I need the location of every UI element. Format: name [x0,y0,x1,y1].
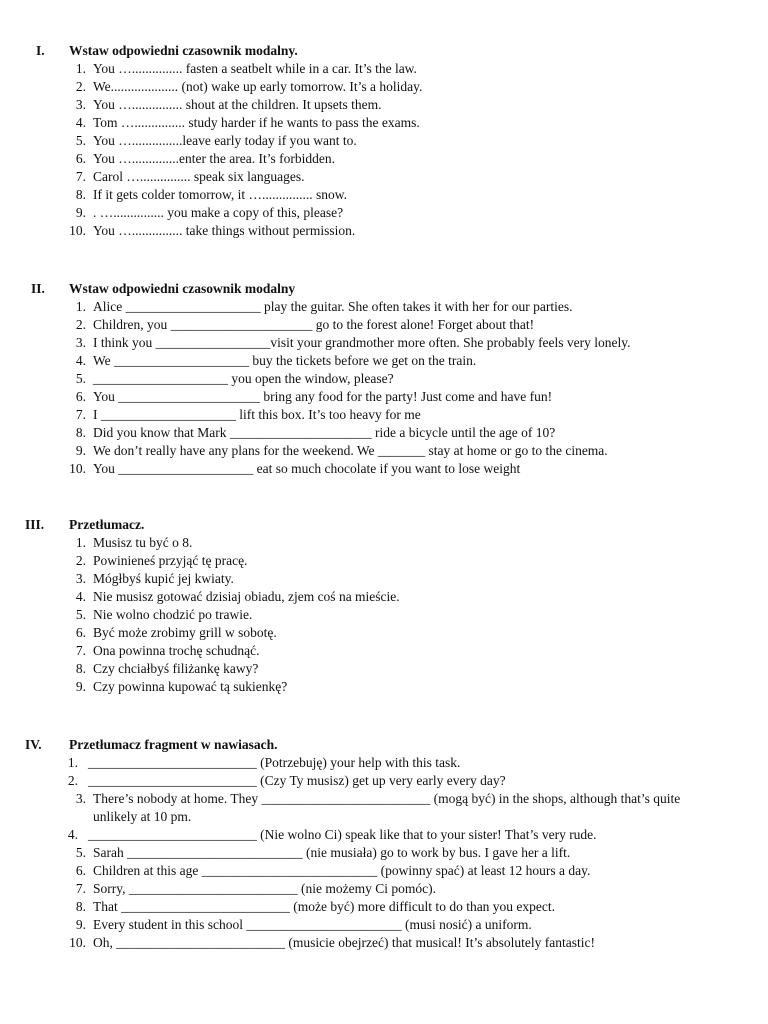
item-number: 3. [75,97,86,112]
list-item [0,186,768,204]
section-number: I. [36,43,45,58]
item-number: 8. [75,899,86,914]
item-text: You …...............leave early today if you want to. [93,133,357,148]
list-item [0,678,768,696]
list-item [0,114,768,132]
list-item [0,880,768,898]
item-text: If it gets colder tomorrow, it …............... snow. [93,187,347,202]
item-text: I ____________________ lift this box. It’s too heavy for me [93,407,421,422]
item-number: 8. [75,425,86,440]
item-number: 1. [75,535,86,550]
item-number: 1. [75,299,86,314]
item-text: _________________________ (Nie wolno Ci) speak like that to your sister! That’s very rude. [88,827,597,842]
item-text: Children at this age __________________________ (powinny spać) at least 12 hours a day. [93,863,591,878]
item-text: You …..............enter the area. It’s forbidden. [93,151,335,166]
list-item [0,624,768,642]
item-number: 4. [75,115,86,130]
item-text: Powinieneś przyjąć tę pracę. [93,553,248,568]
item-number: 2. [75,79,86,94]
exercise-list [0,298,768,478]
item-text: We ____________________ buy the tickets before we get on the train. [93,353,477,368]
list-item [0,934,768,952]
list-item [0,552,768,570]
list-item [0,862,768,880]
section-heading [0,516,768,534]
item-text: ____________________ you open the window, please? [93,371,394,386]
section-2 [0,280,768,478]
item-number: 3. [75,791,86,806]
item-text: Być może zrobimy grill w sobotę. [93,625,277,640]
item-text: Carol …............... speak six languages. [93,169,305,184]
item-number: 2. [75,553,86,568]
item-number: 4. [67,827,78,842]
item-text: You …............... shout at the children. It upsets them. [93,97,382,112]
list-item [0,96,768,114]
item-text: Every student in this school _______________________ (musi nosić) a uniform. [93,917,532,932]
item-text: I think you _________________visit your grandmother more often. She probably feels very lonely. [93,335,631,350]
item-number: 4. [75,353,86,368]
list-item [0,150,768,168]
item-text: You ____________________ eat so much chocolate if you want to lose weight [93,461,521,476]
section-title: Wstaw odpowiedni czasownik modalny [69,281,296,296]
item-number: 7. [75,643,86,658]
item-number: 9. [75,205,86,220]
item-number: 2. [75,317,86,332]
item-text: That _________________________ (może być) more difficult to do than you expect. [93,899,556,914]
item-number: 1. [75,61,86,76]
item-number: 7. [75,169,86,184]
item-number: 6. [75,389,86,404]
list-item [0,588,768,606]
item-number: 10. [69,223,86,238]
item-number: 3. [75,571,86,586]
item-number: 10. [69,935,86,950]
section-number: III. [25,517,45,532]
list-item [0,132,768,150]
item-text: _________________________ (Potrzebuję) your help with this task. [88,755,461,770]
item-text: Ona powinna trochę schudnąć. [93,643,260,658]
item-text: Nie musisz gotować dzisiaj obiadu, zjem coś na mieście. [93,589,400,604]
section-number: II. [31,281,45,296]
item-number: 5. [75,607,86,622]
list-item [0,898,768,916]
section-heading [0,280,768,298]
item-number: 5. [75,371,86,386]
item-text: Tom …............... study harder if he wants to pass the exams. [93,115,420,130]
section-number: IV. [25,737,42,752]
list-item [0,570,768,588]
item-text: You …............... fasten a seatbelt while in a car. It’s the law. [93,61,417,76]
list-item [0,772,768,790]
list-item [0,790,768,826]
exercise-list [0,754,768,952]
item-text: Musisz tu być o 8. [93,535,193,550]
list-item [0,78,768,96]
item-number: 9. [75,679,86,694]
list-item [0,442,768,460]
item-text: Alice ____________________ play the guitar. She often takes it with her for our parties. [93,299,573,314]
item-text: There’s nobody at home. They _________________________ (mogą być) in the shops, although that’s quite unlikely at 10 pm. [93,791,684,824]
item-number: 10. [69,461,86,476]
list-item [0,916,768,934]
item-number: 9. [75,917,86,932]
list-item [0,204,768,222]
item-text: Oh, _________________________ (musicie obejrzeć) that musical! It’s absolutely fantastic! [93,935,596,950]
section-1 [0,42,768,240]
item-text: Children, you _____________________ go to the forest alone! Forget about that! [93,317,535,332]
list-item [0,334,768,352]
item-number: 5. [75,845,86,860]
list-item [0,844,768,862]
item-number: 2. [67,773,78,788]
section-3 [0,516,768,696]
item-text: Mógłbyś kupić jej kwiaty. [93,571,234,586]
item-number: 8. [75,187,86,202]
item-text: Did you know that Mark _____________________ ride a bicycle until the age of 10? [93,425,556,440]
list-item [0,168,768,186]
section-heading [0,42,768,60]
item-number: 6. [75,151,86,166]
item-text: Sorry, _________________________ (nie możemy Ci pomóc). [93,881,436,896]
item-text: You …............... take things without permission. [93,223,356,238]
list-item [0,642,768,660]
item-text: Czy chciałbyś filiżankę kawy? [93,661,259,676]
item-text: Sarah __________________________ (nie musiała) go to work by bus. I gave her a lift. [93,845,571,860]
section-title: Przetłumacz. [69,517,145,532]
list-item [0,298,768,316]
list-item [0,222,768,240]
item-text: We.................... (not) wake up early tomorrow. It’s a holiday. [93,79,423,94]
list-item [0,60,768,78]
item-number: 3. [75,335,86,350]
item-text: . …............... you make a copy of this, please? [93,205,344,220]
section-title: Przetłumacz fragment w nawiasach. [69,737,278,752]
item-text: You _____________________ bring any food for the party! Just come and have fun! [93,389,553,404]
list-item [0,606,768,624]
section-title: Wstaw odpowiedni czasownik modalny. [69,43,298,58]
list-item [0,370,768,388]
section-heading [0,736,768,754]
list-item [0,388,768,406]
item-number: 9. [75,443,86,458]
section-4 [0,736,768,952]
list-item [0,534,768,552]
exercise-list [0,534,768,696]
item-number: 8. [75,661,86,676]
item-number: 7. [75,407,86,422]
list-item [0,460,768,478]
item-text: _________________________ (Czy Ty musisz) get up very early every day? [88,773,506,788]
item-number: 1. [67,755,78,770]
item-number: 6. [75,863,86,878]
item-number: 7. [75,881,86,896]
list-item [0,352,768,370]
item-text: We don’t really have any plans for the weekend. We _______ stay at home or go to the cinema. [93,443,608,458]
item-number: 5. [75,133,86,148]
item-text: Czy powinna kupować tą sukienkę? [93,679,288,694]
list-item [0,424,768,442]
item-number: 6. [75,625,86,640]
list-item [0,826,768,844]
exercise-list [0,60,768,240]
list-item [0,660,768,678]
list-item [0,406,768,424]
item-text: Nie wolno chodzić po trawie. [93,607,253,622]
list-item [0,316,768,334]
list-item [0,754,768,772]
item-number: 4. [75,589,86,604]
